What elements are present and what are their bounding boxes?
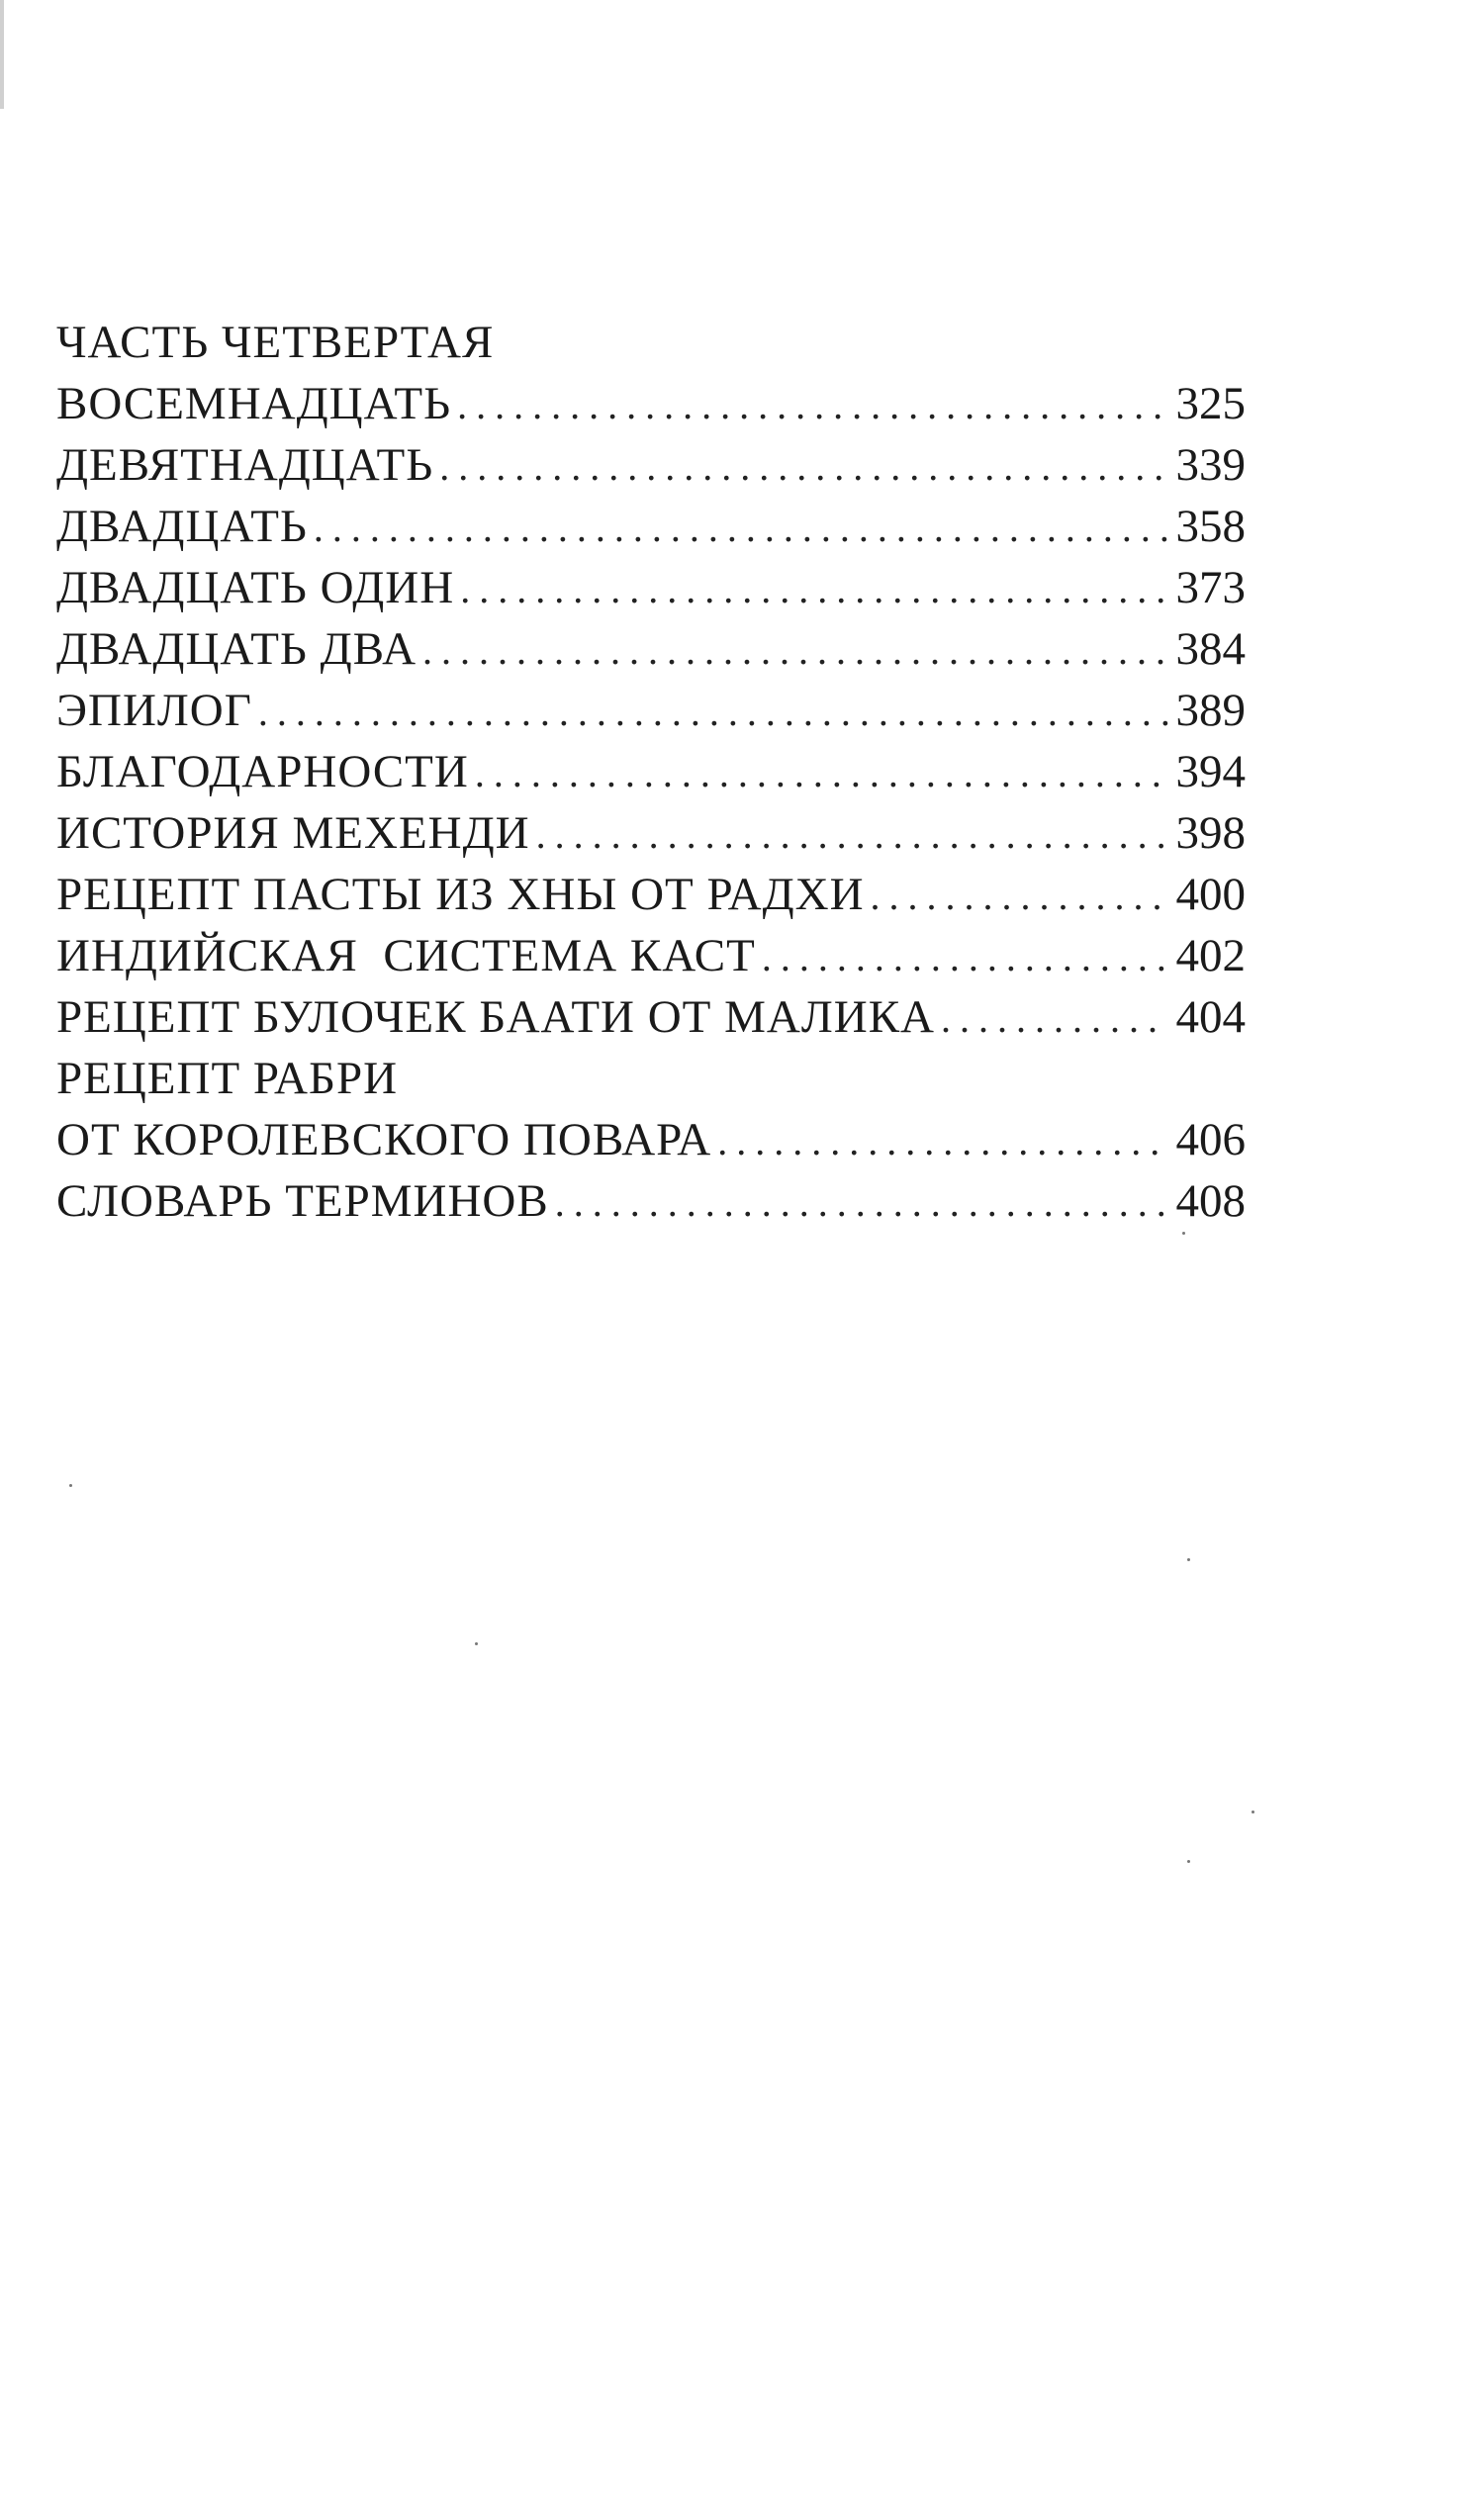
toc-entry-page: 404 <box>1175 991 1246 1043</box>
toc-entry <box>56 741 1246 802</box>
table-of-contents <box>56 312 1246 1232</box>
toc-entry-title: БЛАГОДАРНОСТИ <box>56 746 469 797</box>
toc-entry-page: 406 <box>1175 1114 1246 1165</box>
dot-leader <box>717 1111 1168 1172</box>
toc-entry-page: 398 <box>1175 807 1246 859</box>
toc-entry-title: СЛОВАРЬ ТЕРМИНОВ <box>56 1175 549 1227</box>
toc-entry-title: ДВАДЦАТЬ <box>56 501 308 552</box>
dot-leader <box>871 866 1168 927</box>
toc-entry-page: 389 <box>1175 685 1246 736</box>
toc-entry <box>56 680 1246 741</box>
dot-leader <box>536 804 1168 866</box>
toc-entry-title: ЭПИЛОГ <box>56 685 252 736</box>
toc-entry-page: 358 <box>1175 501 1246 552</box>
toc-entry <box>56 802 1246 864</box>
toc-entry <box>56 434 1246 496</box>
toc-entry-title: ИНДИЙСКАЯ СИСТЕМА КАСТ <box>56 930 756 981</box>
dot-leader <box>457 375 1168 436</box>
toc-entry-page: 394 <box>1175 746 1246 797</box>
scan-edge-shadow <box>0 0 4 109</box>
toc-entry-title: РЕЦЕПТ ПАСТЫ ИЗ ХНЫ ОТ РАДХИ <box>56 869 865 920</box>
dot-leader <box>555 1172 1168 1234</box>
dot-leader <box>475 743 1168 804</box>
dot-leader <box>314 498 1168 559</box>
scan-speck <box>69 1484 72 1487</box>
toc-entry <box>56 1170 1246 1232</box>
toc-entry-title: ДВАДЦАТЬ ОДИН <box>56 562 455 613</box>
toc-entry-page: 402 <box>1175 930 1246 981</box>
toc-entry-page: 384 <box>1175 623 1246 675</box>
scan-speck <box>1252 1811 1254 1813</box>
dot-leader <box>258 682 1168 743</box>
toc-entry-title: ДЕВЯТНАДЦАТЬ <box>56 439 434 491</box>
toc-entry <box>56 496 1246 557</box>
toc-entry-title: ОТ КОРОЛЕВСКОГО ПОВАРА <box>56 1114 712 1165</box>
dot-leader <box>762 927 1168 988</box>
toc-entry-title: РЕЦЕПТ РАБРИ <box>56 1053 399 1104</box>
dot-leader <box>439 436 1168 498</box>
scan-speck <box>475 1642 478 1645</box>
scan-speck <box>1187 1558 1190 1561</box>
toc-entry-title: ДВАДЦАТЬ ДВА <box>56 623 417 675</box>
toc-entry <box>56 557 1246 618</box>
scan-speck <box>1182 1232 1185 1235</box>
toc-entry <box>56 618 1246 680</box>
toc-entry <box>56 925 1246 986</box>
toc-entry-page: 373 <box>1175 562 1246 613</box>
toc-entry <box>56 986 1246 1048</box>
toc-entry-title-line <box>56 1048 1246 1109</box>
toc-entry-title: ИСТОРИЯ МЕХЕНДИ <box>56 807 530 859</box>
toc-entry <box>56 373 1246 434</box>
part-heading: ЧАСТЬ ЧЕТВЕРТАЯ <box>56 317 495 368</box>
toc-entry-page: 339 <box>1175 439 1246 491</box>
toc-entry-page: 400 <box>1175 869 1246 920</box>
toc-entry <box>56 1109 1246 1170</box>
toc-entry-page: 408 <box>1175 1175 1246 1227</box>
dot-leader <box>460 559 1168 620</box>
dot-leader <box>941 988 1168 1050</box>
toc-entry <box>56 864 1246 925</box>
toc-entry-page: 325 <box>1175 378 1246 429</box>
scan-speck <box>1187 1860 1190 1863</box>
dot-leader <box>422 620 1168 682</box>
toc-entry-title: РЕЦЕПТ БУЛОЧЕК БААТИ ОТ МАЛИКА <box>56 991 935 1043</box>
toc-entry-title: ВОСЕМНАДЦАТЬ <box>56 378 452 429</box>
